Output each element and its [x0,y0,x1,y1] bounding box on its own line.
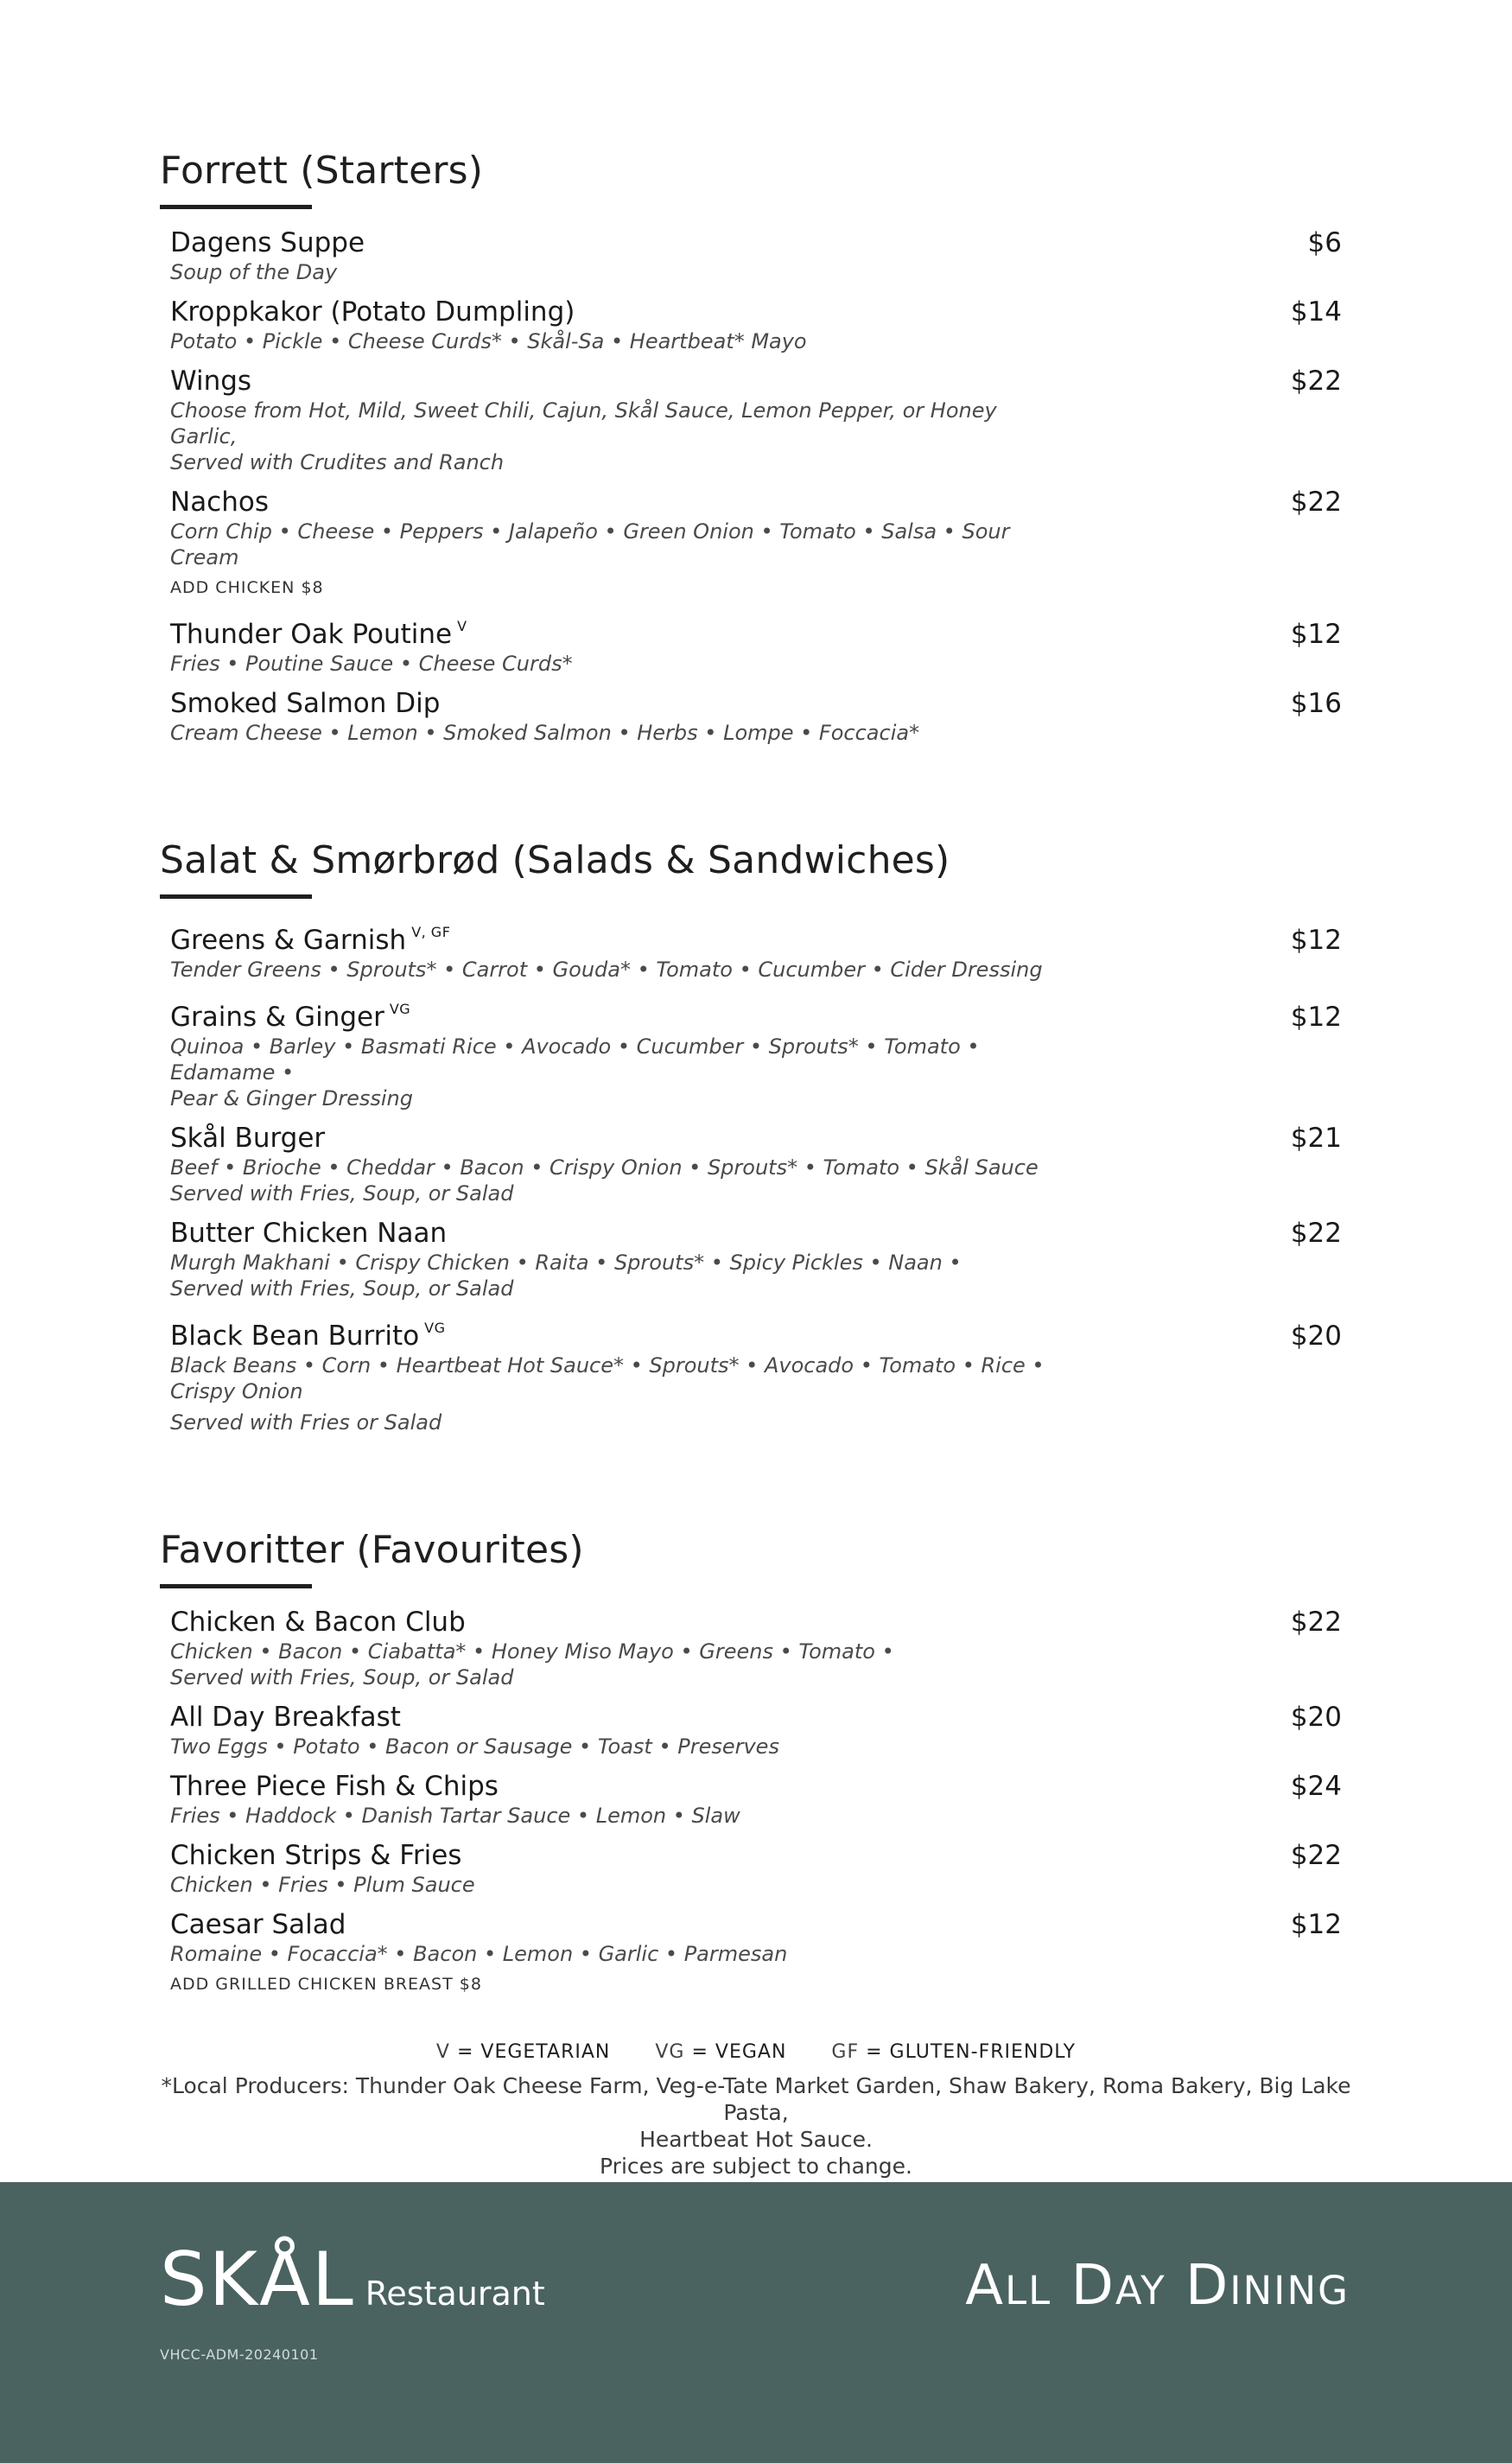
section-salads-sandwiches [160,838,1344,1446]
menu-tagline: All Day Dining [965,2254,1350,2318]
item-price: $22 [1290,1840,1342,1871]
item-name-text: Grains & Ginger [170,1002,384,1033]
menu-item [160,1122,1344,1206]
item-description: Potato • Pickle • Cheese Curds* • Skål-Sa • Heartbeat* Mayo [170,329,807,353]
diet-tag: VG [424,1320,446,1336]
menu-item [160,1217,1344,1302]
item-name [170,610,467,651]
item-description-line2: Crispy Onion [170,1379,303,1403]
item-description: Cream Cheese • Lemon • Smoked Salmon • Herbs • Lompe • Foccacia* [170,721,920,745]
item-addon-note: ADD CHICKEN $8 [170,578,324,597]
item-description: Corn Chip • Cheese • Peppers • Jalapeño • Green Onion • Tomato • Salsa • Sour Cream [170,519,1010,570]
item-description: Beef • Brioche • Cheddar • Bacon • Crispy Onion • Sprouts* • Tomato • Skål Sauce [170,1155,1039,1180]
item-name: Chicken & Bacon Club [170,1607,466,1638]
dietary-legend [0,2041,1512,2063]
item-description: Romaine • Focaccia* • Bacon • Lemon • Garlic • Parmesan [170,1942,788,1966]
item-price: $20 [1290,1321,1342,1352]
item-description: Fries • Haddock • Danish Tartar Sauce • Lemon • Slaw [170,1804,740,1828]
item-price: $20 [1290,1702,1342,1733]
item-name: Butter Chicken Naan [170,1218,448,1249]
item-price: $22 [1290,1218,1342,1249]
menu-item [160,1701,1344,1760]
item-price: $24 [1290,1771,1342,1802]
item-price: $16 [1290,688,1342,719]
legend-label: = VEGETARIAN [456,2041,611,2063]
brand-subtitle: Restaurant [365,2275,545,2313]
menu-item [160,365,1344,475]
item-price: $6 [1307,227,1342,258]
title-underline [160,1584,312,1588]
item-name: Nachos [170,487,269,518]
section-starters [160,149,1344,756]
item-description: Murgh Makhani • Crispy Chicken • Raita • Sprouts* • Spicy Pickles • Naan • [170,1251,962,1275]
item-description: Choose from Hot, Mild, Sweet Chili, Cajun, Skål Sauce, Lemon Pepper, or Honey Garlic, [170,398,997,449]
item-name: Three Piece Fish & Chips [170,1771,499,1802]
document-code: VHCC-ADM-20240101 [160,2346,319,2363]
legend-gluten-friendly [831,2041,1076,2063]
legend-key: VG [655,2041,685,2063]
menu-item [160,1908,1344,1996]
item-price: $21 [1290,1123,1342,1154]
item-name: Skål Burger [170,1123,326,1154]
item-price: $12 [1290,925,1342,956]
footnote-line: Prices are subject to change. [600,2154,912,2179]
menu-item [160,916,1344,983]
item-price: $22 [1290,1607,1342,1638]
item-name [170,916,450,957]
item-description: Quinoa • Barley • Basmati Rice • Avocado • Cucumber • Sprouts* • Tomato • Edamame • [170,1034,980,1085]
legend-vegan [655,2041,786,2063]
menu-item [160,1839,1344,1898]
menu-item [160,486,1344,600]
item-description: Black Beans • Corn • Heartbeat Hot Sauce* • Sprouts* • Avocado • Tomato • Rice • [170,1353,1045,1378]
item-name-text: Thunder Oak Poutine [170,619,453,650]
menu-item [160,1312,1344,1435]
item-description-line2: Served with Crudites and Ranch [170,450,505,474]
footer-band [0,2182,1512,2463]
title-underline [160,894,312,899]
item-price: $12 [1290,1002,1342,1033]
item-price: $22 [1290,366,1342,397]
legend-label: = VEGAN [691,2041,787,2063]
item-description: Fries • Poutine Sauce • Cheese Curds* [170,652,573,676]
item-name: Kroppkakor (Potato Dumpling) [170,296,575,328]
menu-item [160,1770,1344,1829]
section-favourites [160,1528,1344,2007]
item-side-note: Served with Fries or Salad [170,1410,442,1435]
item-description-line2: Served with Fries, Soup, or Salad [170,1181,514,1206]
menu-item [160,687,1344,746]
menu-item [160,993,1344,1111]
legend-label: = GLUTEN-FRIENDLY [866,2041,1077,2063]
footnote-line: Heartbeat Hot Sauce. [639,2127,873,2152]
item-description: Two Eggs • Potato • Bacon or Sausage • Toast • Preserves [170,1734,779,1759]
item-name: All Day Breakfast [170,1702,401,1733]
item-price: $12 [1290,619,1342,650]
footnote-line: *Local Producers: Thunder Oak Cheese Farm, Veg-e-Tate Market Garden, Shaw Bakery, Roma Bakery, Big Lake Pasta, [161,2073,1351,2125]
menu-item [160,1606,1344,1690]
item-name: Caesar Salad [170,1909,346,1940]
local-producers-footnote [160,2072,1352,2180]
item-name [170,993,410,1034]
item-description-line2: Served with Fries, Soup, or Salad [170,1276,514,1301]
section-title: Salat & Smørbrød (Salads & Sandwiches) [160,838,950,882]
item-name: Wings [170,366,252,397]
item-name [170,1312,446,1352]
item-price: $12 [1290,1909,1342,1940]
item-description: Soup of the Day [170,260,338,284]
title-underline [160,205,312,209]
item-description-line2: Pear & Ginger Dressing [170,1086,413,1111]
diet-tag: VG [389,1001,411,1017]
menu-item [160,226,1344,285]
item-name: Chicken Strips & Fries [170,1840,462,1871]
section-title: Favoritter (Favourites) [160,1528,584,1572]
item-description-line2: Served with Fries, Soup, or Salad [170,1665,514,1690]
item-description: Tender Greens • Sprouts* • Carrot • Gouda* • Tomato • Cucumber • Cider Dressing [170,958,1043,982]
diet-tag: V [457,618,467,634]
item-name: Dagens Suppe [170,227,365,258]
brand-logo [160,2237,545,2323]
diet-tag: V, GF [411,924,451,940]
item-name: Smoked Salmon Dip [170,688,441,719]
item-addon-note: ADD GRILLED CHICKEN BREAST $8 [170,1975,482,1994]
legend-key: GF [831,2041,860,2063]
item-price: $22 [1290,487,1342,518]
menu-item [160,610,1344,677]
legend-key: V [435,2041,450,2063]
item-description: Chicken • Fries • Plum Sauce [170,1873,475,1897]
item-price: $14 [1290,296,1342,328]
menu-item [160,296,1344,354]
section-title: Forrett (Starters) [160,149,484,193]
item-description: Chicken • Bacon • Ciabatta* • Honey Miso Mayo • Greens • Tomato • [170,1639,894,1664]
item-name-text: Black Bean Burrito [170,1321,420,1352]
brand-name: SKÅL [160,2237,355,2323]
item-name-text: Greens & Garnish [170,925,407,956]
legend-vegetarian [436,2041,610,2063]
